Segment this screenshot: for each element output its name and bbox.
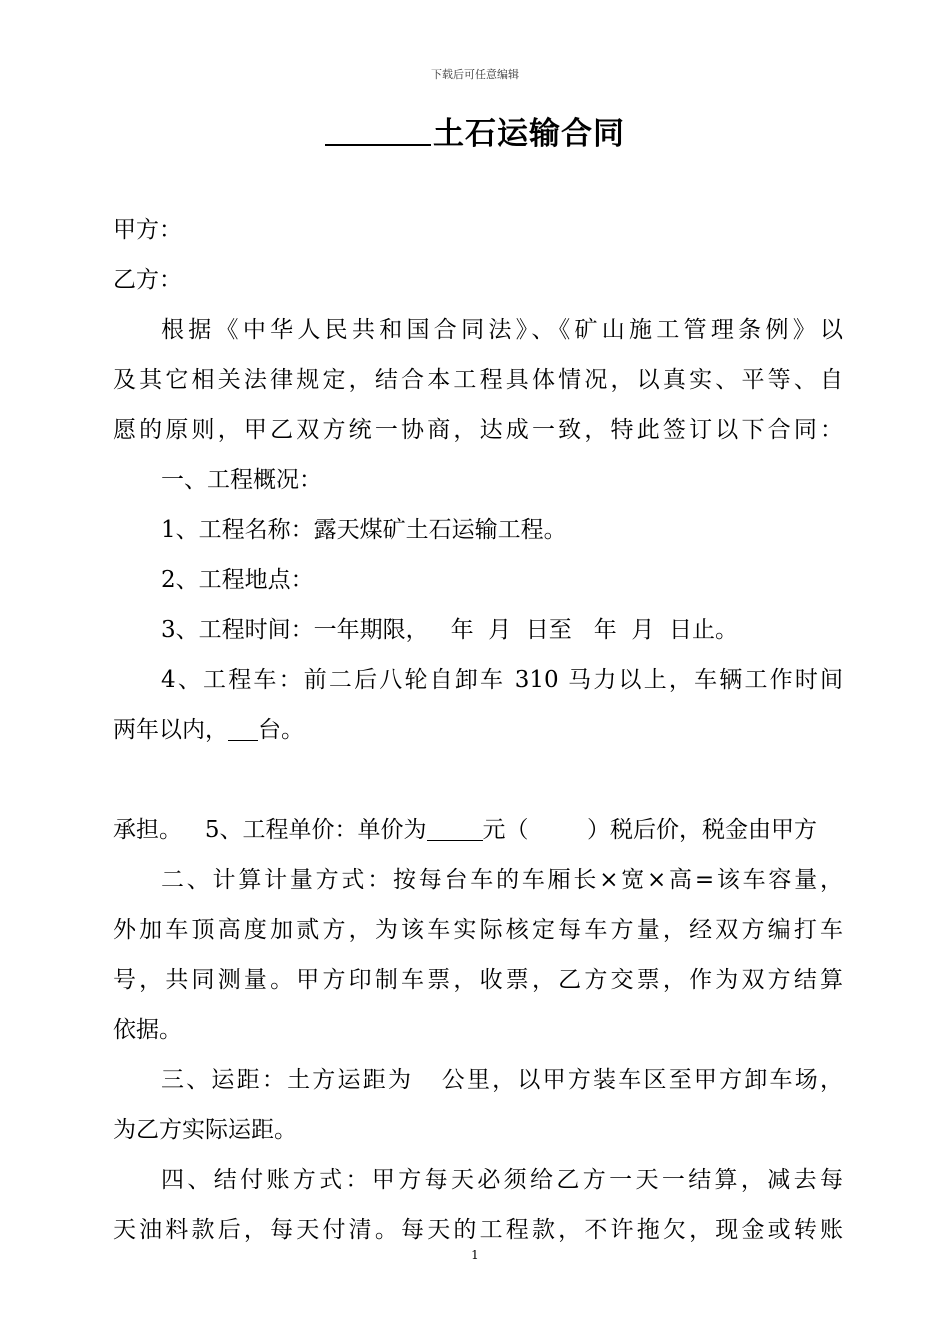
section4-line-1: 四、结付账方式：甲方每天必须给乙方一天一结算，减去每: [161, 1167, 843, 1193]
title-blank-underline: [325, 116, 431, 146]
item5-suffix: 元（ ）税后价，税金由甲方: [482, 817, 818, 843]
section1-item1: 1、工程名称：露天煤矿土石运输工程。: [161, 517, 567, 543]
section2-line-1: 二、计算计量方式：按每台车的车厢长×宽×高=该车容量，: [161, 867, 843, 893]
intro-line-2: 及其它相关法律规定，结合本工程具体情况，以真实、平等、自: [113, 367, 843, 393]
contract-body: [113, 205, 843, 1255]
section1-item5-line2: 承担。: [113, 817, 182, 843]
item5-prefix: 5、工程单价：单价为: [204, 817, 427, 843]
section3-line-1: 三、运距：土方运距为 公里，以甲方装车区至甲方卸车场，: [161, 1067, 843, 1093]
intro-line-3: 愿的原则，甲乙双方统一协商，达成一致，特此签订以下合同：: [113, 417, 843, 443]
title-text: 土石运输合同: [433, 116, 625, 152]
intro-line-1: 根据《中华人民共和国合同法》、《矿山施工管理条例》以: [161, 317, 843, 343]
item4-prefix: 两年以内，: [113, 717, 228, 743]
section1-item4-line2: [113, 705, 843, 755]
section2-line-3: 号，共同测量。甲方印制车票，收票，乙方交票，作为双方结算: [113, 967, 843, 993]
item4-suffix: 台。: [258, 717, 304, 743]
unit-price-blank: [427, 814, 483, 841]
section1-item4-line1: 4、工程车：前二后八轮自卸车 310 马力以上，车辆工作时间: [161, 667, 843, 693]
party-a-line: 甲方：: [113, 217, 182, 243]
section4-line-2: 天油料款后，每天付清。每天的工程款，不许拖欠，现金或转账: [113, 1217, 843, 1243]
party-b-line: 乙方：: [113, 267, 182, 293]
section2-line-4: 依据。: [113, 1017, 182, 1043]
contract-title: [0, 108, 950, 153]
vehicle-count-blank: [228, 714, 258, 741]
section2-line-2: 外加车顶高度加贰方，为该车实际核定每车方量，经双方编打车: [113, 917, 843, 943]
header-note: 下载后可任意编辑: [431, 68, 519, 81]
section1-heading: 一、工程概况：: [161, 467, 322, 493]
section3-line-2: 为乙方实际运距。: [113, 1117, 297, 1143]
section1-item3: 3、工程时间：一年期限， 年 月 日至 年 月 日止。: [161, 617, 738, 643]
section1-item2: 2、工程地点：: [161, 567, 314, 593]
page-number: 1: [471, 1248, 479, 1262]
